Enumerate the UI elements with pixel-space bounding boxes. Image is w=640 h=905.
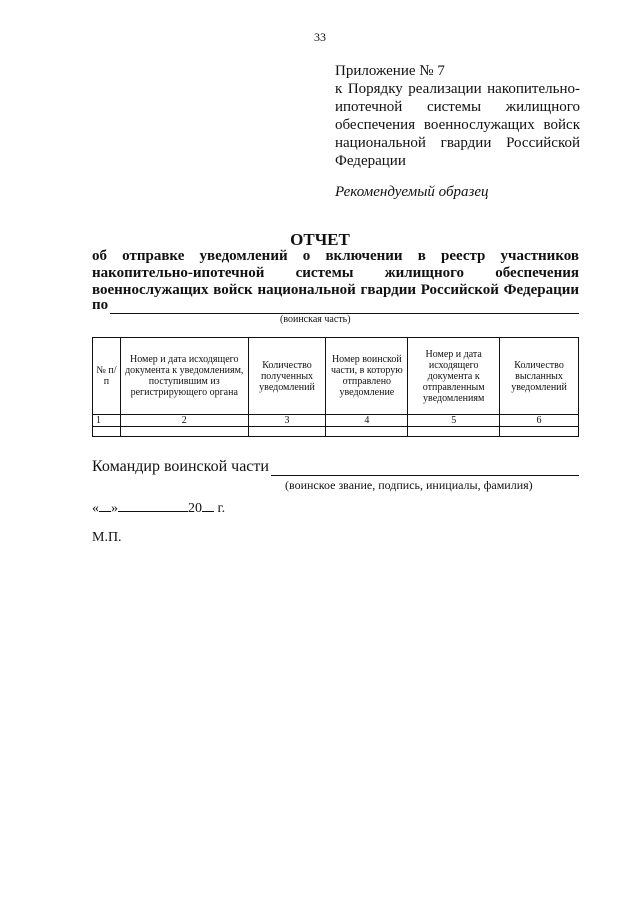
date-field: [92, 501, 225, 517]
report-title: ОТЧЕТ: [290, 230, 350, 249]
header-cell: Номер воинской части, в которую отправлено уведомление: [326, 338, 408, 415]
column-number: 3: [248, 415, 326, 427]
column-number: 6: [500, 415, 579, 427]
table-cell[interactable]: [248, 427, 326, 437]
date-open-quote: «: [92, 501, 99, 516]
column-number: 2: [120, 415, 248, 427]
header-cell: № п/п: [93, 338, 121, 415]
subtitle-line: военнослужащих войск национальной гвардии Российской Федерации: [92, 282, 579, 298]
year-prefix: 20: [188, 501, 202, 516]
commander-signature-field: [92, 458, 579, 476]
appendix-line: ипотечной системы жилищного: [335, 99, 580, 115]
appendix-line: обеспечения военнослужащих войск: [335, 117, 580, 133]
table-header-row: [93, 338, 579, 415]
stamp-label: М.П.: [92, 530, 122, 545]
header-cell: Количество полученных уведомлений: [248, 338, 326, 415]
unit-field: [92, 297, 579, 314]
header-cell: Номер и дата исходящего документа к отправленным уведомлениям: [408, 338, 500, 415]
report-subtitle: [92, 248, 579, 299]
column-number: 1: [93, 415, 121, 427]
year-blank[interactable]: [202, 511, 214, 512]
po-label: по: [92, 297, 109, 313]
column-number: 4: [326, 415, 408, 427]
appendix-line: Федерации: [335, 153, 406, 169]
table-cell[interactable]: [500, 427, 579, 437]
subtitle-line: накопительно-ипотечной системы жилищного обеспечения: [92, 265, 579, 281]
table-cell[interactable]: [120, 427, 248, 437]
subtitle-line: об отправке уведомлений о включении в реестр участников: [92, 248, 579, 264]
unit-caption: (воинская часть): [280, 314, 351, 325]
date-close-quote: »: [111, 501, 118, 516]
column-number-row: [93, 415, 579, 427]
commander-label: Командир воинской части: [92, 458, 269, 475]
sample-label: Рекомендуемый образец: [335, 184, 489, 200]
table-cell[interactable]: [326, 427, 408, 437]
month-blank[interactable]: [118, 511, 188, 512]
year-suffix: г.: [217, 501, 226, 516]
table-row: [93, 427, 579, 437]
appendix-title: Приложение № 7: [335, 63, 445, 79]
unit-field-line[interactable]: [110, 299, 579, 314]
appendix-line: к Порядку реализации накопительно-: [335, 81, 580, 97]
day-blank[interactable]: [99, 511, 111, 512]
header-cell: Номер и дата исходящего документа к уведомлениям, поступившим из регистрирующего органа: [120, 338, 248, 415]
appendix-block: [335, 62, 580, 170]
table-cell[interactable]: [93, 427, 121, 437]
report-table: [92, 337, 579, 437]
appendix-line: национальной гвардии Российской: [335, 135, 580, 151]
table-cell[interactable]: [408, 427, 500, 437]
page-number: 33: [314, 30, 326, 44]
signature-line[interactable]: [271, 460, 579, 476]
header-cell: Количество высланных уведомлений: [500, 338, 579, 415]
column-number: 5: [408, 415, 500, 427]
signature-caption: (воинское звание, подпись, инициалы, фамилия): [285, 478, 533, 492]
